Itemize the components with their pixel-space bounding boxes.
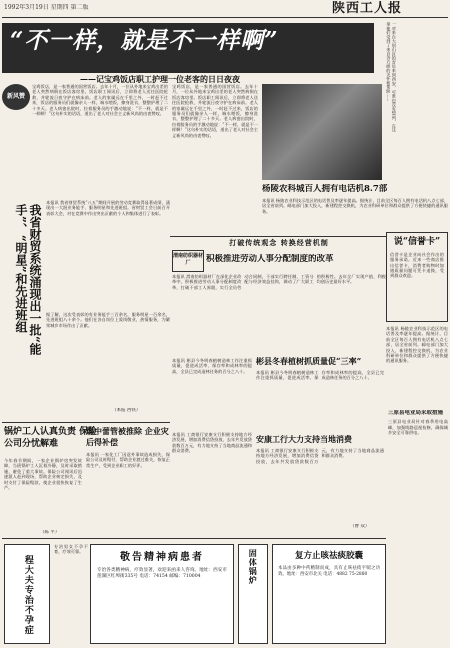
credit-card-body: 信誉卡是企业向社会作出的服务承诺。近来一些商店推出信誉卡，消费者购物时如遇质量问题可凭卡退换，受到群众欢迎。 <box>390 251 444 279</box>
masthead-logo: 陕西工人报 <box>332 1 403 16</box>
mid-left-article <box>2 200 170 420</box>
steel-body-left: 本报讯 彬县今冬明春植树造林工作注重抓质量，促进成活率、保存率和成林率的提高，全县已完成造林任务的百分之八十。 <box>172 358 252 374</box>
kicker-text: 新风赞 <box>6 93 25 100</box>
labor-headline: 安康工行大力支持当地消费 <box>256 434 352 444</box>
bottom-right-body: 三原县电业局针对春季用电高峰，加强线路巡视检修，确保城乡安全可靠供电。 <box>388 419 448 435</box>
top-banner <box>2 23 374 73</box>
notice-boiler-title: 固体锅炉 <box>248 549 259 585</box>
masthead <box>0 0 450 18</box>
steel-body: 本报讯 彬县今冬明春植树造林工作注重抓质量，促进成活率、保存率和成林率的提高，全县已完成造林任务的百分之八十。 <box>256 370 384 381</box>
bottom-right-column <box>388 410 448 646</box>
notice-cough-body: 本品由多种中药精制而成，具有止咳祛痰平喘之功效。地址：西安市北关 电话：4882 75-2880 <box>278 566 380 577</box>
labor-body: 本报讯 工商银行安康支行积极支持地方经济发展，增加消费信贷投放，去年共发放贷款数百万元，有力地支持了当地商品流通和群众消费。 <box>256 448 384 464</box>
mid-left-body2: 据了解，这次受表彰的有业务能手三百余名，服务明星一百余名，先进班组八十余个。他们在各自岗位上爱岗敬业，热情服务，为繁荣城乡市场作出了贡献。 <box>46 312 170 328</box>
right-column-filler: 本报讯 杨陵农业科技示范区的电话普及率逐年提高。据统计，目前全区每百人拥有电话机八点七部，居全省前列。邮电部门加大投入，新建程控交换机，为农业科研单位和群众提供了方便快捷的通讯服务。 <box>386 326 448 364</box>
notice-cough <box>272 544 386 644</box>
mid-left-headline: 我省财贸系统涌现出一批“能手”、“明星”和先进班组 <box>14 204 42 355</box>
reform-headline: 积极推进劳动人事分配制度的改革 <box>206 254 334 264</box>
coal-body: 本报讯 一家化工厂因意外事故造成损失，保险公司及时赔付，帮助企业渡过难关，恢复正常生产，受到企业职工的好评。 <box>86 452 170 468</box>
masthead-date: 1992年3月19日 星期四 第二版 <box>4 4 89 11</box>
bottom-right-title: 三原县电业局采取措施 <box>388 410 444 416</box>
labor-source: （曹 双） <box>350 524 370 529</box>
notice-psychiatric-title: 敬告精神病患者 <box>120 552 204 563</box>
reform-banner: 打破传统观念 转换经营机制 <box>229 238 329 247</box>
top-right-text: 一对来自大别山区的青年来到西安，可谁也没有想到，在这里他们受到了来自各方面的关怀和帮助…… <box>386 22 397 132</box>
bottom-left-headline: 锅炉工人认真负责 保险公司分忧解难 <box>4 427 98 449</box>
bottom-left-source: （陈 平） <box>40 530 60 535</box>
reform-side-label: 渭南纺织器材厂 <box>172 250 204 272</box>
labor-left-body: 本报讯 工商银行安康支行积极支持地方经济发展，增加消费信贷投放，去年共发放贷款数百万元，有力地支持了当地商品流通和群众消费。 <box>172 432 252 454</box>
notice-psychiatric <box>90 544 234 644</box>
reform-body: 本报讯 渭南纺织器材厂在深化企业改革中，积极推进劳动人事分配制度改革，打破干部工人界限，实行全员劳动合同制，干部实行聘任制，工资分配与经济效益挂钩，调动了广大职工的积极性。去年全厂实现产值、利税均创历史最好水平。 <box>172 274 386 290</box>
small-ad-title: 程大夫专治不孕症 <box>22 555 33 635</box>
credit-card-title: 说“信誉卡” <box>393 237 441 247</box>
notice-cough-title: 复方止咳祛痰胶囊 <box>294 551 363 561</box>
steel-headline: 彬县冬春植树抓质量促“三率” <box>256 356 362 366</box>
notice-psychiatric-body: 专治各类精神病，疗效显著，欢迎来函来人咨询。地址：西安市莲湖区红埠街335号 电话：74154 邮编：710004 <box>97 568 227 579</box>
top-left-body: 宝鸡饭店，是一家普通的国营饭店。去年十月，一位从外地来宝鸡出差的老人突然病倒在饭店客房里。饭店职工闻讯后，立即将老人送往医院抢救，并轮流日夜守护在病床前。老人的家属远在千里之外，一时赶不过来，饭店的服务员们就像亲人一样，端水喂饭，擦身洗衣，整整护理了二十多天。老人病愈出院时，拉着服务员的手激动地说：“不一样，就是不一样啊！”这句朴实的话语，道出了老人对社会主义新风尚的由衷赞叹。 <box>32 84 168 117</box>
banner-title: “不一样，就是不一样啊” <box>10 27 279 54</box>
top-right-column <box>386 22 448 132</box>
photo-article: 本报讯 杨陵农业科技示范区的电话普及率逐年提高。据统计，目前全区每百人拥有电话机八点七部，居全省前列。邮电部门加大投入，新建程控交换机，为农业科研单位和群众提供了方便快捷的通讯服务。 <box>262 198 448 214</box>
news-photo <box>262 84 382 180</box>
kicker-badge <box>2 84 30 110</box>
small-ad <box>4 544 50 644</box>
small-ad-body: 专治男女不孕不育，疗效可靠。 <box>54 544 88 555</box>
coal-headline: 煤中蕾管被推除 企业灾后得补偿 <box>86 426 169 447</box>
credit-card-column <box>386 232 448 322</box>
banner-subtitle: ——记宝鸡饭店职工护理一位老客的日日夜夜 <box>80 74 240 84</box>
photo-caption: 杨陵农科城百人拥有电话机8.7部 <box>262 184 388 194</box>
mid-left-source: （本报 西铁） <box>112 408 141 413</box>
mid-left-body: 本报讯 我省财贸系统“八五”期间开展的劳动竞赛取得显著成绩，涌现出一大批业务能手、服务明星和先进班组。省财贸工会日前召开表彰大会，对在竞赛中作出突出贡献的个人和集体进行了表彰。 <box>46 200 170 216</box>
notice-boiler <box>238 544 268 644</box>
middle-top-article: 宝鸡饭店，是一家普通的国营饭店。去年十月，一位从外地来宝鸡出差的老人突然病倒在饭店客房里。饭店职工闻讯后，立即将老人送往医院抢救，并轮流日夜守护在病床前。老人的家属远在千里之外，一时赶不过来，饭店的服务员们就像亲人一样，端水喂饭，擦身洗衣，整整护理了二十多天。老人病愈出院时，拉着服务员的手激动地说：“不一样，就是不一样啊！”这句朴实的话语，道出了老人对社会主义新风尚的由衷赞叹。 <box>172 84 258 138</box>
bottom-left-body: 今年春节期间，一家企业锅炉房突发故障，当班锅炉工人沉着冷静，及时采取措施，避免了重大事故。保险公司闻讯后迅速派人赶到现场，帮助企业核定损失，及时支付了保险赔款，使企业很快恢复了生产。 <box>4 458 82 491</box>
